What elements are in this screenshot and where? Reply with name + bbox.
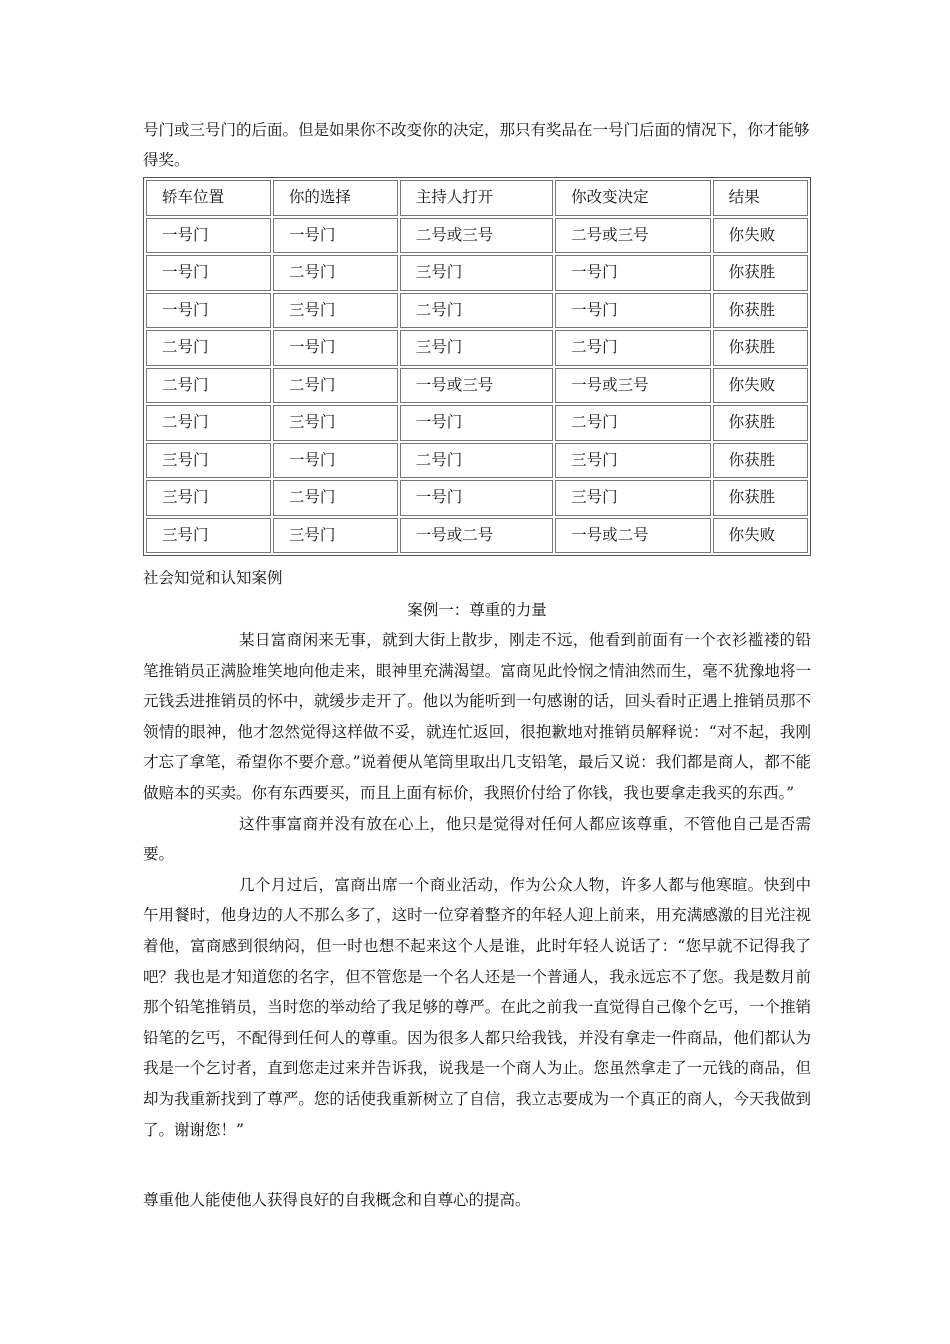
table-cell: 你失败 [713, 518, 808, 554]
table-cell: 三号门 [555, 480, 711, 516]
table-cell: 三号门 [146, 443, 271, 479]
table-cell: 你获胜 [713, 443, 808, 479]
table-header-row [146, 180, 808, 216]
table-cell: 你失败 [713, 368, 808, 404]
table-cell: 一号门 [555, 255, 711, 291]
monty-hall-table [143, 177, 811, 556]
intro-paragraph: 号门或三号门的后面。但是如果你不改变你的决定，那只有奖品在一号门后面的情况下，你才能够得奖。 [143, 121, 810, 169]
table-cell: 三号门 [146, 518, 271, 554]
table-cell: 一号门 [146, 218, 271, 254]
table-row [146, 330, 808, 366]
table-cell: 二号门 [146, 330, 271, 366]
story-paragraph: 某日富商闲来无事，就到大街上散步，刚走不远，他看到前面有一个衣衫褴褛的铅笔推销员正满脸堆笑地向他走来，眼神里充满渴望。富商见此怜悯之情油然而生，毫不犹豫地将一元钱丢进推销员的怀中，就缓步走开了。他以为能听到一句感谢的话，回头看时正遇上推销员那不领情的眼神，他才忽然觉得这样做不妥，就连忙返回，很抱歉地对推销员解释说：“对不起，我刚才忘了拿笔，希望你不要介意。”说着便从笔筒里取出几支铅笔，最后又说：我们都是商人，都不能做赔本的买卖。你有东西要买，而且上面有标价，我照价付给了你钱，我也要拿走我买的东西。” [143, 631, 811, 802]
case-title: 案例一：尊重的力量 [407, 601, 547, 619]
table-cell: 二号门 [400, 293, 553, 329]
table-cell: 三号门 [273, 518, 398, 554]
table-cell: 你获胜 [713, 255, 808, 291]
table-cell: 一号或三号 [400, 368, 553, 404]
table-cell: 你获胜 [713, 293, 808, 329]
table-cell: 三号门 [146, 480, 271, 516]
table-cell: 一号门 [273, 218, 398, 254]
story-paragraph: 这件事富商并没有放在心上，他只是觉得对任何人都应该尊重，不管他自己是否需要。 [143, 814, 811, 864]
section-label: 社会知觉和认知案例 [143, 569, 283, 587]
table-row [146, 480, 808, 516]
story-paragraph: 几个月过后，富商出席一个商业活动，作为公众人物，许多人都与他寒暄。快到中午用餐时，他身边的人不那么多了，这时一位穿着整齐的年轻人迎上前来，用充满感激的目光注视着他，富商感到很纳闷，但一时也想不起来这个人是谁，此时年轻人说话了：“您早就不记得我了吧？我也是才知道您的名字，但不管您是一个名人还是一个普通人，我永远忘不了您。我是数月前那个铅笔推销员，当时您的举动给了我足够的尊严。在此之前我一直觉得自己像个乞丐，一个推销铅笔的乞丐，不配得到任何人的尊重。因为很多人都只给我钱，并没有拿走一件商品，他们都认为我是一个乞讨者，直到您走过来并告诉我，说我是一个商人为止。您虽然拿走了一元钱的商品，但却为我重新找到了尊严。您的话使我重新树立了自信，我立志要成为一个真正的商人，今天我做到了。谢谢您！” [143, 875, 811, 1139]
header-your-choice: 你的选择 [273, 180, 398, 216]
table-cell: 二号门 [400, 443, 553, 479]
table-cell: 你获胜 [713, 330, 808, 366]
table-row [146, 368, 808, 404]
header-you-switch: 你改变决定 [555, 180, 711, 216]
header-result: 结果 [713, 180, 808, 216]
table-cell: 二号门 [273, 255, 398, 291]
table-cell: 三号门 [273, 293, 398, 329]
table-cell: 三号门 [273, 405, 398, 441]
table-row [146, 518, 808, 554]
table-row [146, 443, 808, 479]
table-cell: 一号门 [400, 405, 553, 441]
table-cell: 二号门 [555, 330, 711, 366]
table-cell: 二号或三号 [555, 218, 711, 254]
table-cell: 一号或二号 [400, 518, 553, 554]
header-car-position: 轿车位置 [146, 180, 271, 216]
table-cell: 一号门 [273, 330, 398, 366]
table-cell: 你获胜 [713, 405, 808, 441]
table-row [146, 255, 808, 291]
table-cell: 一号或三号 [555, 368, 711, 404]
table-cell: 一号门 [555, 293, 711, 329]
table-cell: 二号门 [273, 368, 398, 404]
table-cell: 二号门 [146, 368, 271, 404]
table-cell: 一号门 [273, 443, 398, 479]
table-cell: 你获胜 [713, 480, 808, 516]
conclusion-text: 尊重他人能使他人获得良好的自我概念和自尊心的提高。 [143, 1191, 531, 1209]
table-cell: 三号门 [400, 255, 553, 291]
table-cell: 二号门 [555, 405, 711, 441]
header-host-opens: 主持人打开 [400, 180, 553, 216]
table-row [146, 293, 808, 329]
table-cell: 三号门 [555, 443, 711, 479]
table-cell: 一号门 [146, 293, 271, 329]
table-cell: 三号门 [400, 330, 553, 366]
table-row [146, 405, 808, 441]
table-cell: 二号或三号 [400, 218, 553, 254]
table-cell: 二号门 [273, 480, 398, 516]
table-cell: 一号或二号 [555, 518, 711, 554]
story-body [143, 625, 811, 1145]
table-cell: 一号门 [400, 480, 553, 516]
table-cell: 你失败 [713, 218, 808, 254]
table-cell: 二号门 [146, 405, 271, 441]
table-cell: 一号门 [146, 255, 271, 291]
table-row [146, 218, 808, 254]
